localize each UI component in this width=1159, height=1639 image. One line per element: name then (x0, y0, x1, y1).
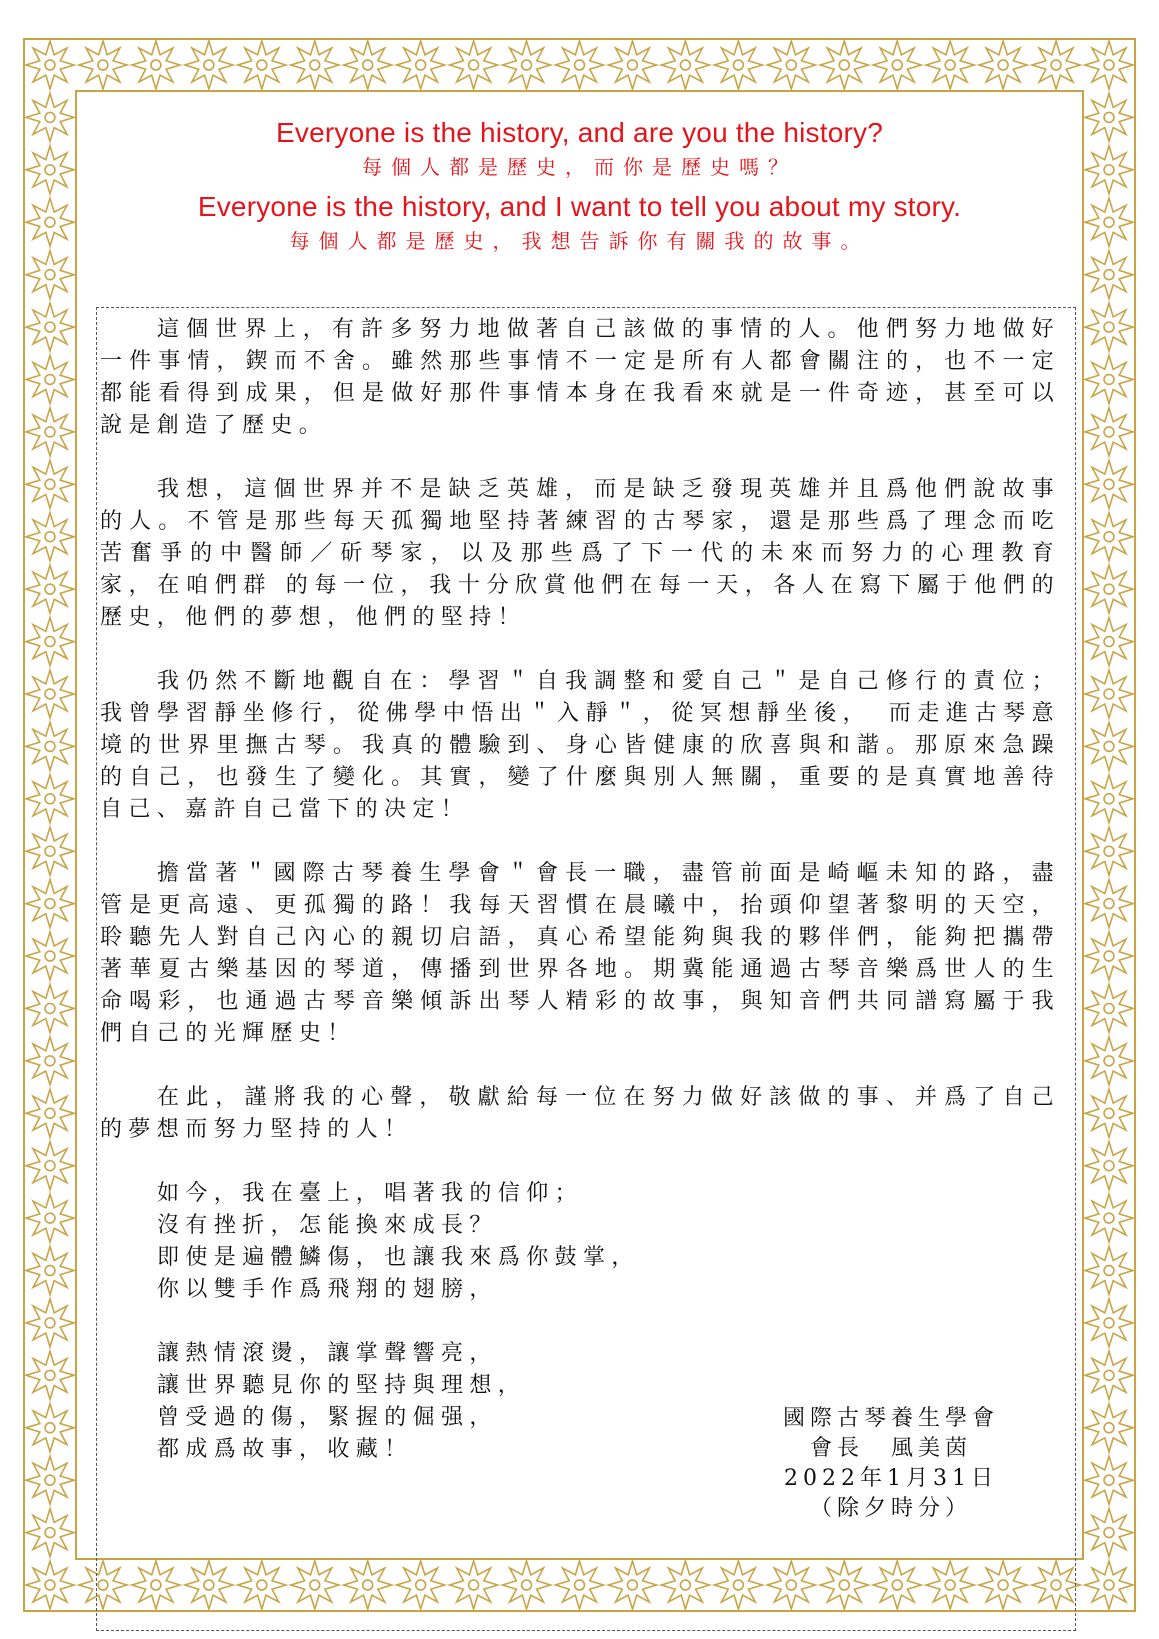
border-star-center (45, 846, 55, 856)
border-star (1085, 932, 1133, 980)
border-star-center (45, 1266, 55, 1276)
border-star-center (45, 899, 55, 909)
border-star-center (1104, 1056, 1114, 1066)
border-star-center (45, 951, 55, 961)
border-star (1085, 565, 1133, 613)
border-star-center (1104, 1318, 1114, 1328)
paragraph-5: 在此，謹將我的心聲，敬獻給每一位在努力做好該做的事、并爲了自己的夢想而努力堅持的人！ (100, 1085, 1060, 1142)
poem-line: 讓熱情滾燙，讓掌聲響亮， (157, 1341, 498, 1366)
border-star (609, 41, 657, 89)
poem-stanza-1 (157, 1178, 1060, 1306)
border-star (661, 41, 709, 89)
border-star-center (1104, 322, 1114, 332)
border-star (79, 41, 127, 89)
border-star (767, 41, 815, 89)
border-star (26, 932, 74, 980)
border-star (1085, 880, 1133, 928)
border-star-center (892, 60, 902, 70)
signature-title: 會長 風美茵 (809, 1436, 972, 1461)
border-star-center (1104, 532, 1114, 542)
border-star-center (1104, 270, 1114, 280)
headline-chinese-2: 每個人都是歷史，我想告訴你有關我的故事。 (289, 229, 870, 253)
headline-english-2: Everyone is the history, and I want to tell you about my story. (197, 191, 962, 222)
border-star (26, 565, 74, 613)
letter-body (100, 314, 1060, 1498)
border-star-center (1104, 427, 1114, 437)
border-star-center (522, 60, 532, 70)
border-star-center (1104, 1003, 1114, 1013)
border-star-center (45, 322, 55, 332)
border-star (238, 41, 286, 89)
border-star (1085, 1089, 1133, 1137)
border-star-center (45, 794, 55, 804)
border-star-center (998, 60, 1008, 70)
border-star (1085, 722, 1133, 770)
border-star (1085, 827, 1133, 875)
border-star-center (45, 1056, 55, 1066)
border-star-center (1104, 1161, 1114, 1171)
border-star (26, 1194, 74, 1242)
border-star (26, 1561, 74, 1609)
border-star-center (1104, 1423, 1114, 1433)
border-star (185, 41, 233, 89)
border-star-center (1104, 899, 1114, 909)
border-star-center (257, 60, 267, 70)
border-star-center (45, 479, 55, 489)
border-star (26, 1089, 74, 1137)
border-star-center (1104, 689, 1114, 699)
border-star (1032, 41, 1080, 89)
border-star-center (45, 60, 55, 70)
border-star-center (45, 637, 55, 647)
border-star (714, 41, 762, 89)
border-star-center (1104, 479, 1114, 489)
signature-date: 2022年1月31日 (784, 1466, 998, 1491)
border-star-center (1104, 1475, 1114, 1485)
border-star-center (680, 60, 690, 70)
border-star (1085, 775, 1133, 823)
border-star-center (469, 60, 479, 70)
poem-line: 沒有挫折，怎能換來成長？ (157, 1213, 498, 1238)
border-star-center (45, 427, 55, 437)
border-star-center (45, 1423, 55, 1433)
border-star-center (1104, 1580, 1114, 1590)
border-star (1085, 1299, 1133, 1347)
border-star-center (1104, 375, 1114, 385)
border-star (820, 41, 868, 89)
border-star-center (1104, 637, 1114, 647)
border-star (26, 460, 74, 508)
poem-line: 都成爲故事，收藏！ (157, 1437, 413, 1462)
border-star (26, 827, 74, 875)
border-star (1085, 460, 1133, 508)
border-star-center (1104, 846, 1114, 856)
border-star-center (45, 1580, 55, 1590)
poem-line: 如今，我在臺上，唱著我的信仰； (157, 1181, 584, 1206)
border-star (1085, 1404, 1133, 1452)
poem-line: 曾受過的傷，緊握的倔强， (157, 1405, 498, 1430)
headline-english-1: Everyone is the history, and are you the history? (276, 117, 883, 148)
border-star-center (45, 1108, 55, 1118)
headline-chinese-1: 每個人都是歷史，而你是歷史嗎？ (362, 155, 797, 179)
border-star-center (45, 1318, 55, 1328)
poem-line: 即使是遍體鱗傷，也讓我來爲你鼓掌， (157, 1245, 640, 1270)
border-star (26, 1509, 74, 1557)
border-star-center (1104, 584, 1114, 594)
border-star (1085, 984, 1133, 1032)
border-star (1085, 1247, 1133, 1295)
border-star-center (204, 60, 214, 70)
border-star (503, 41, 551, 89)
border-star-center (45, 1528, 55, 1538)
border-star (26, 513, 74, 561)
border-star-center (45, 689, 55, 699)
border-star (1085, 408, 1133, 456)
border-star-center (45, 1003, 55, 1013)
border-star (26, 722, 74, 770)
border-star (1085, 1142, 1133, 1190)
border-star (26, 775, 74, 823)
signature-note: （除夕時分） (809, 1496, 972, 1521)
border-star (132, 41, 180, 89)
border-star (26, 1456, 74, 1504)
border-star-center (1104, 1528, 1114, 1538)
border-star (26, 1142, 74, 1190)
border-star-center (1104, 951, 1114, 961)
border-star (1085, 1509, 1133, 1557)
border-star (26, 1247, 74, 1295)
border-star (26, 880, 74, 928)
border-star-center (1104, 794, 1114, 804)
border-star-center (45, 270, 55, 280)
poem-line: 讓世界聽見你的堅持與理想， (157, 1373, 527, 1398)
border-star (26, 1404, 74, 1452)
border-star (450, 41, 498, 89)
border-star (1085, 1037, 1133, 1085)
border-star-center (575, 60, 585, 70)
border-star-center (45, 741, 55, 751)
border-star (556, 41, 604, 89)
border-star-center (1104, 741, 1114, 751)
border-star-center (363, 60, 373, 70)
border-star-center (45, 375, 55, 385)
border-star-center (1104, 60, 1114, 70)
border-star-center (1051, 60, 1061, 70)
border-star (26, 408, 74, 456)
border-star (26, 356, 74, 404)
border-star (1085, 1561, 1133, 1609)
border-star (1085, 670, 1133, 718)
border-star-center (45, 1475, 55, 1485)
border-star-center (45, 532, 55, 542)
border-star (26, 41, 74, 89)
border-star-center (45, 1161, 55, 1171)
border-star-center (310, 60, 320, 70)
border-star-center (786, 60, 796, 70)
border-star (1085, 356, 1133, 404)
border-star-center (1104, 1370, 1114, 1380)
border-star-center (416, 60, 426, 70)
border-star (26, 984, 74, 1032)
border-star (1085, 41, 1133, 89)
border-star-center (628, 60, 638, 70)
border-star (344, 41, 392, 89)
border-star-center (45, 1370, 55, 1380)
border-star (1085, 513, 1133, 561)
border-star-center (45, 1213, 55, 1223)
border-star (1085, 1456, 1133, 1504)
paragraph-4: 擔當著＂國際古琴養生學會＂會長一職，盡管前面是崎嶇未知的路，盡管是更高遠、更孤獨的路！我每天習慣在晨曦中，抬頭仰望著黎明的天空，聆聽先人對自己內心的親切启語，真心希望能夠與我的夥伴們，能夠把攜帶著華夏古樂基因的琴道，傳播到世界各地。期冀能通過古琴音樂爲世人的生命喝彩，也通過古琴音樂傾訴出琴人精彩的故事，與知音們共同譜寫屬于我們自己的光輝歷史！ (100, 861, 1060, 1046)
border-star (26, 303, 74, 351)
paragraph-3: 我仍然不斷地觀自在：學習＂自我調整和愛自己＂是自己修行的責位；我曾學習靜坐修行，從佛學中悟出＂入靜＂，從冥想靜坐後， 而走進古琴意境的世界里撫古琴。我真的體驗到、身心皆健康的欣喜與和諧。那原來急躁的自己，也發生了變化。其實，變了什麼與別人無關，重要的是真實地善待自己、嘉許自己當下的决定！ (100, 669, 1060, 822)
border-star-center (1104, 1108, 1114, 1118)
poem-line: 你以雙手作爲飛翔的翅膀， (157, 1277, 498, 1302)
border-star (1085, 1351, 1133, 1399)
paragraph-1: 這個世界上，有許多努力地做著自己該做的事情的人。他們努力地做好一件事情，鍥而不舍。雖然那些事情不一定是所有人都會關注的，也不一定都能看得到成果，但是做好那件事情本身在我看來就是一件奇迹，甚至可以說是創造了歷史。 (100, 317, 1060, 438)
border-star (26, 618, 74, 666)
border-star (873, 41, 921, 89)
paragraph-2: 我想，這個世界并不是缺乏英雄，而是缺乏發現英雄并且爲他們說故事的人。不管是那些每天孤獨地堅持著練習的古琴家，還是那些爲了理念而吃苦奮爭的中醫師／斫琴家，以及那些爲了下一代的未來而努力的心理教育家，在咱們群 的每一位，我十分欣賞他們在每一天，各人在寫下屬于他們的歷史，他們的夢想，他們的堅持！ (100, 477, 1060, 630)
border-star-center (45, 584, 55, 594)
border-star-center (733, 60, 743, 70)
border-star (926, 41, 974, 89)
signature-organization: 國際古琴養生學會 (782, 1406, 999, 1431)
border-star (26, 1351, 74, 1399)
border-star (26, 1299, 74, 1347)
border-star (291, 41, 339, 89)
border-star (26, 670, 74, 718)
border-star-center (945, 60, 955, 70)
border-star-center (839, 60, 849, 70)
border-star-center (1104, 1213, 1114, 1223)
border-star (1085, 1194, 1133, 1242)
headline-block (0, 116, 1159, 264)
border-star (1085, 618, 1133, 666)
border-star-center (151, 60, 161, 70)
border-star (979, 41, 1027, 89)
border-star (26, 1037, 74, 1085)
border-star (1085, 303, 1133, 351)
border-star-center (1104, 1266, 1114, 1276)
border-star-center (98, 60, 108, 70)
signature-block (756, 1404, 1026, 1524)
border-star (397, 41, 445, 89)
